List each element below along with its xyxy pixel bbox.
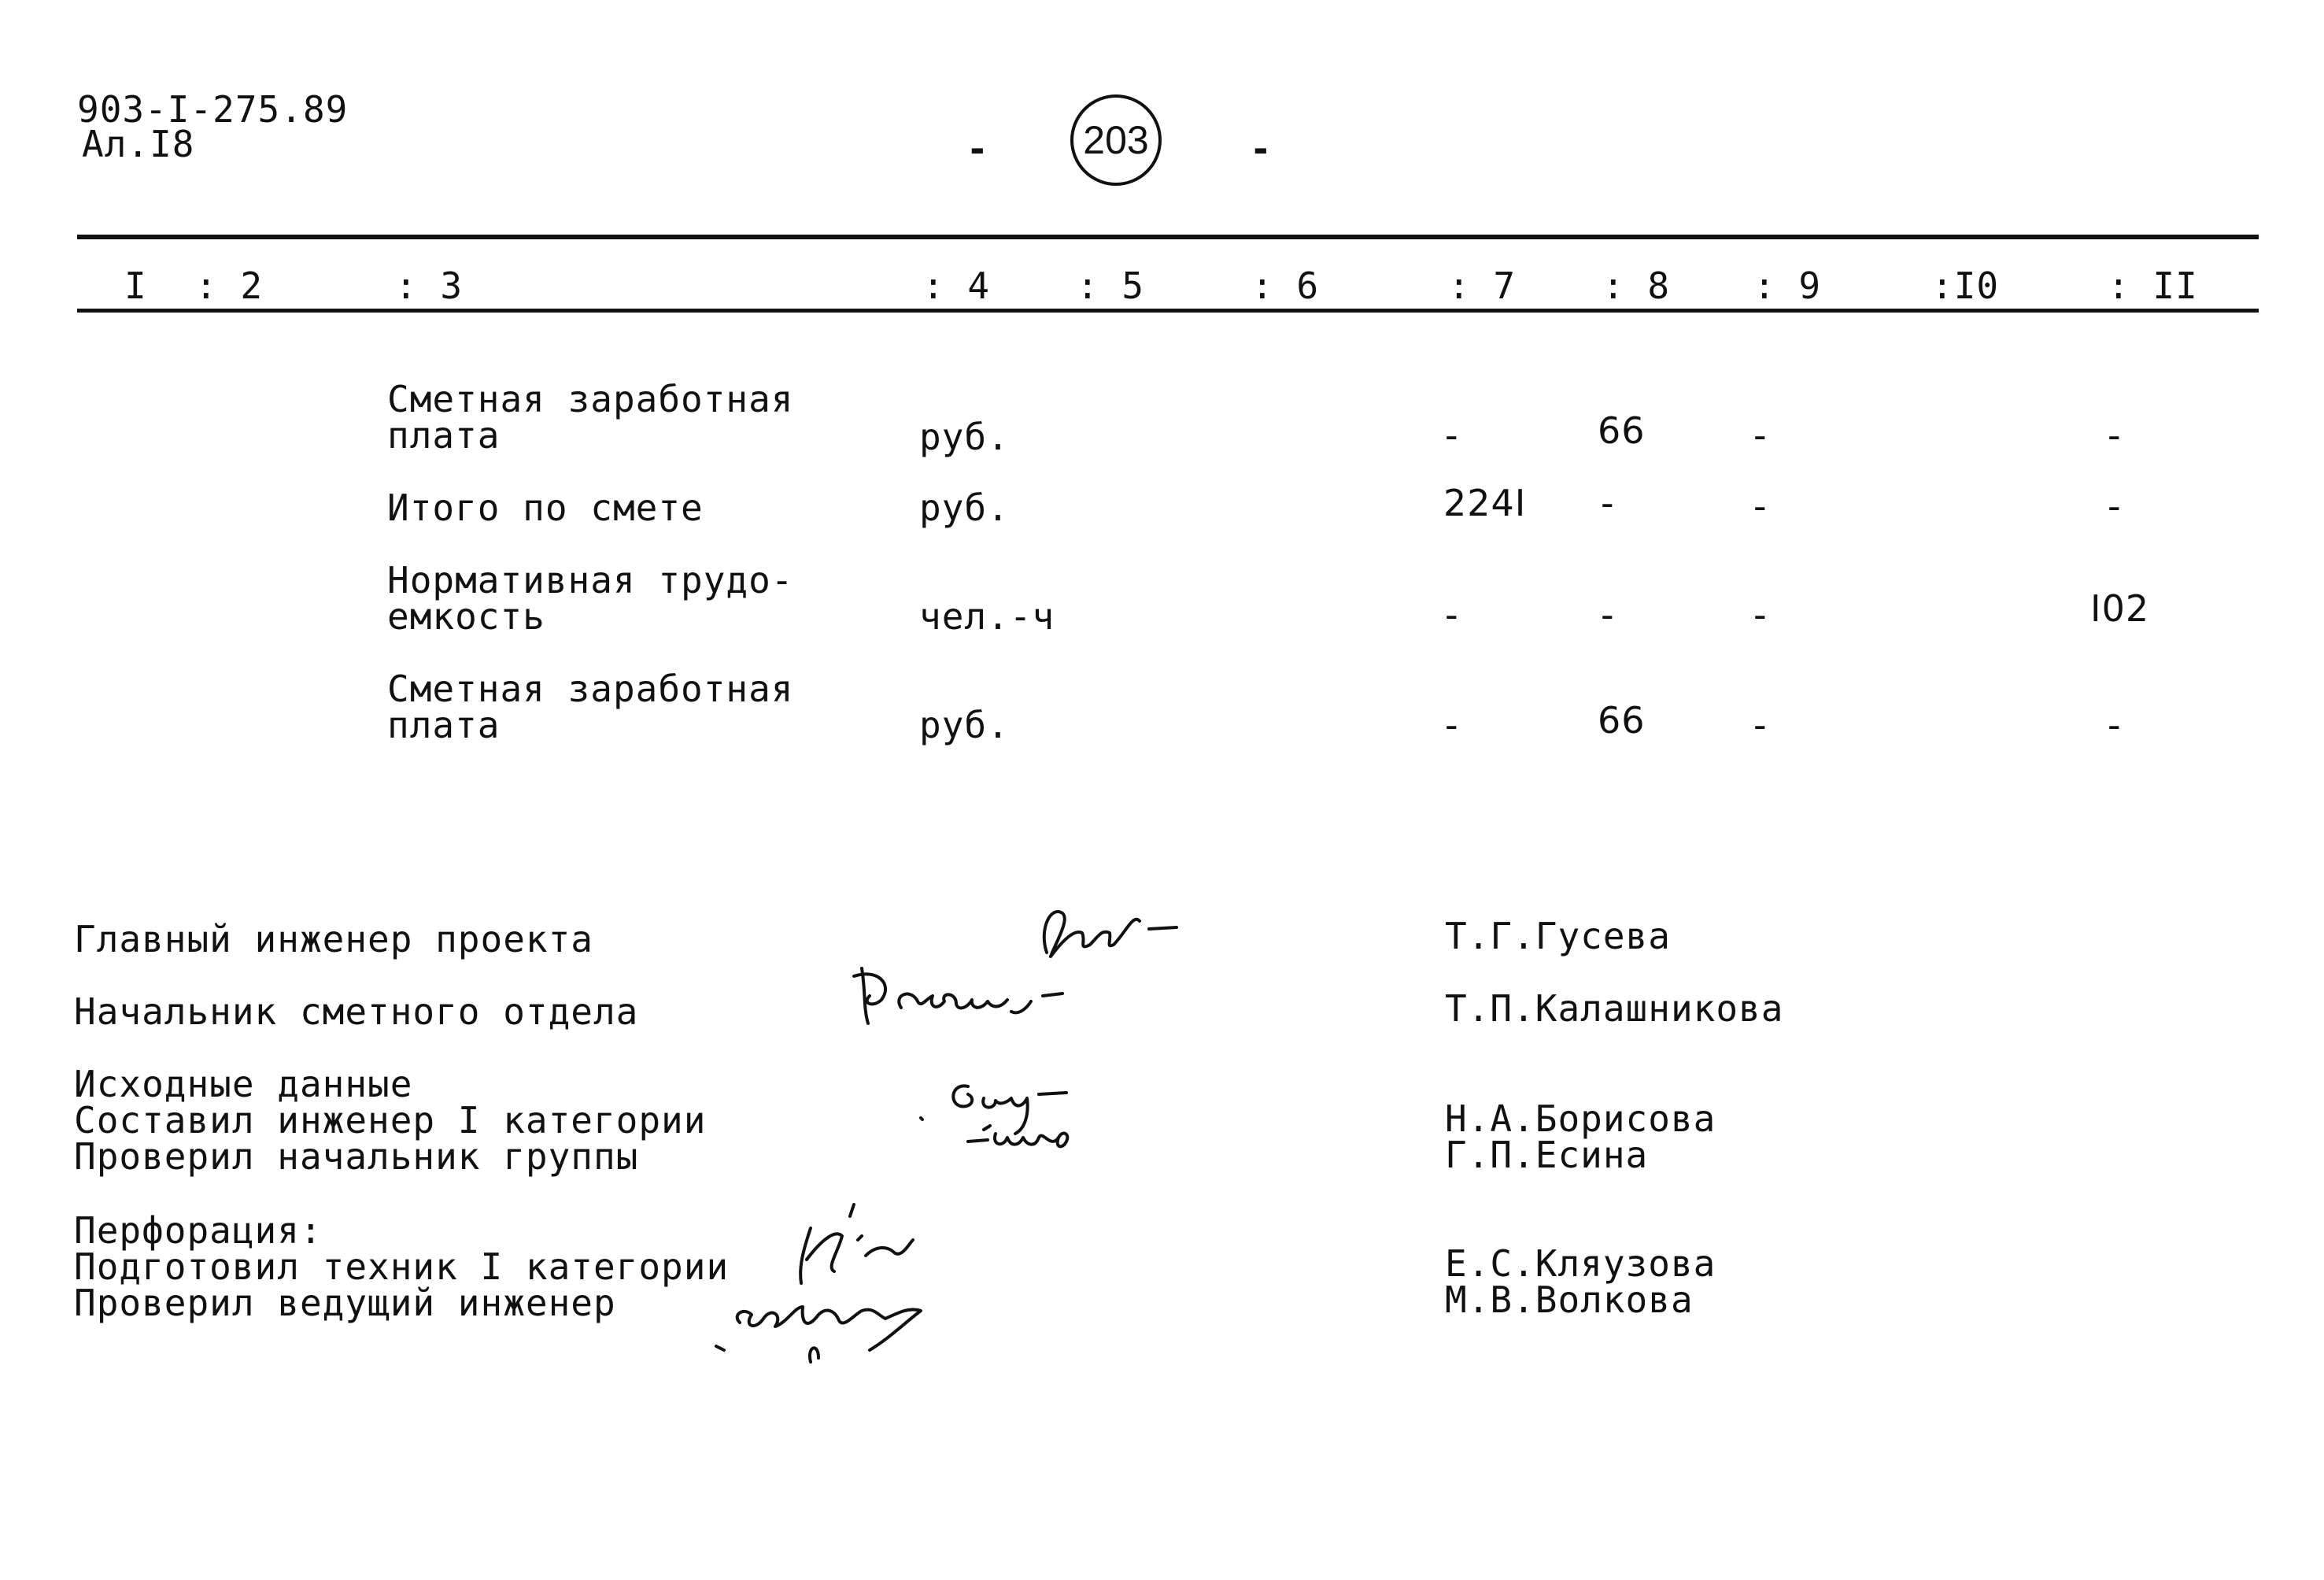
row-col8: -	[1601, 482, 1615, 524]
row-col7: -	[1445, 414, 1459, 457]
column-number-1: I	[124, 265, 147, 307]
row-unit: руб.	[919, 487, 1010, 529]
perforation-label: Перфорация:	[74, 1209, 323, 1252]
row-col7: 224I	[1443, 482, 1527, 524]
checked-lead-label: Проверил ведущий инженер	[74, 1282, 616, 1324]
checked-group-name: Г.П.Есина	[1445, 1134, 1649, 1176]
column-number-4: : 4	[922, 265, 991, 307]
checked-group-label: Проверил начальник группы	[74, 1135, 639, 1178]
row-col11: -	[2108, 704, 2122, 746]
row-col9: -	[1753, 485, 1768, 527]
page-number: 203	[1083, 118, 1149, 162]
document-code: 903-I-275.89	[77, 88, 349, 131]
checked-lead-name: М.В.Волкова	[1445, 1278, 1694, 1321]
column-number-11: : II	[2108, 265, 2198, 307]
column-number-7: : 7	[1448, 265, 1517, 307]
signature-compiler	[905, 1063, 1180, 1165]
row-col11: I02	[2090, 587, 2150, 630]
sheet-label: Ал.I8	[82, 123, 195, 165]
row-col7: -	[1445, 594, 1459, 636]
column-number-10: :I0	[1931, 265, 2000, 307]
row-name-line2: плата	[387, 414, 501, 457]
row-col8: 66	[1598, 699, 1646, 742]
row-name-line1: Сметная заработная	[387, 668, 794, 710]
chief-engineer-label: Главный инженер проекта	[74, 918, 593, 960]
header-top-rule	[77, 235, 2259, 239]
column-number-6: : 6	[1251, 265, 1320, 307]
row-unit: руб.	[919, 416, 1010, 458]
column-number-2: : 2	[195, 265, 264, 307]
row-name-line1: Сметная заработная	[387, 378, 794, 420]
head-estimate-label: Начальник сметного отдела	[74, 990, 639, 1033]
row-col9: -	[1753, 704, 1768, 746]
row-name-line1: Итого по смете	[387, 487, 704, 529]
row-col8: -	[1601, 594, 1615, 636]
prepared-name: Е.С.Кляузова	[1445, 1242, 1716, 1285]
header-bottom-rule	[77, 309, 2259, 313]
row-col8: 66	[1598, 409, 1646, 452]
column-number-8: : 8	[1602, 265, 1671, 307]
row-col11: -	[2108, 414, 2122, 457]
head-estimate-name: Т.П.Калашникова	[1445, 987, 1784, 1030]
row-name-line2: емкость	[387, 595, 545, 638]
row-unit: руб.	[919, 704, 1010, 746]
row-col9: -	[1753, 594, 1768, 636]
source-data-label: Исходные данные	[74, 1063, 413, 1105]
column-number-5: : 5	[1077, 265, 1145, 307]
page-number-stamp	[1070, 94, 1162, 186]
row-name-line2: плата	[387, 704, 501, 746]
column-number-9: : 9	[1753, 265, 1822, 307]
row-col11: -	[2108, 485, 2122, 527]
signature-technician	[708, 1189, 1007, 1370]
column-number-3: : 3	[395, 265, 464, 307]
prepared-label: Подготовил техник I категории	[74, 1245, 730, 1288]
row-unit: чел.-ч	[919, 595, 1055, 638]
row-name-line1: Нормативная трудо-	[387, 559, 794, 601]
compiled-name: Н.А.Борисова	[1445, 1097, 1716, 1140]
row-col7: -	[1445, 704, 1459, 746]
page-dash-left: -	[966, 128, 989, 170]
row-col9: -	[1753, 414, 1768, 457]
signature-head-estimate	[846, 953, 1098, 1031]
page-dash-right: -	[1250, 128, 1273, 170]
chief-engineer-name: Т.Г.Гусева	[1445, 915, 1671, 957]
compiled-label: Составил инженер I категории	[74, 1099, 707, 1142]
